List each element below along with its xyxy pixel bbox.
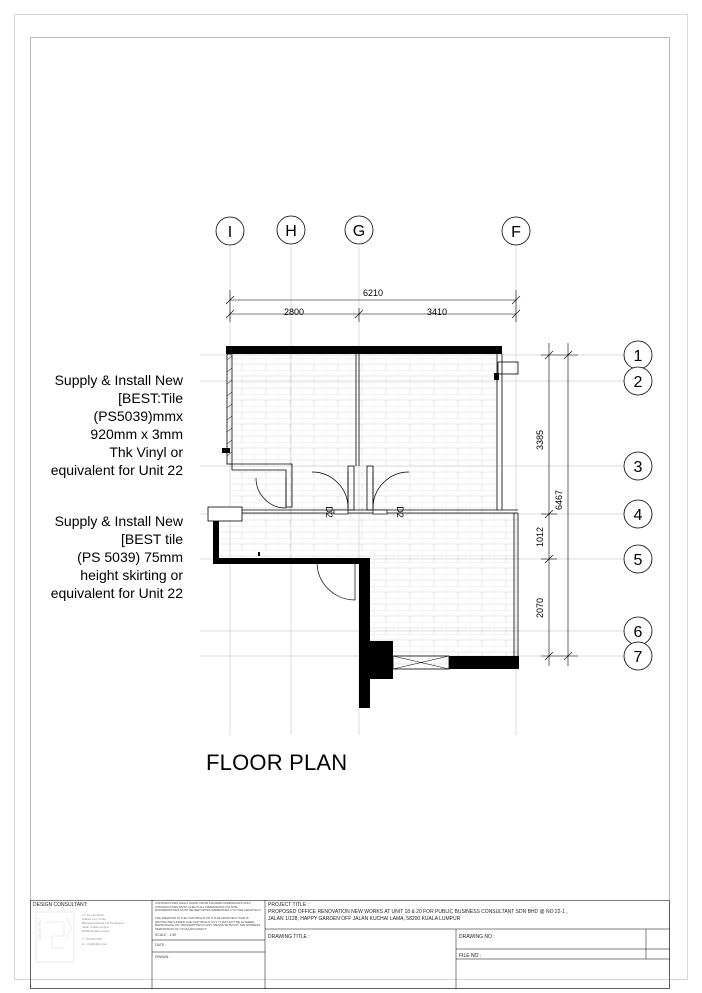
note-skirting: Supply & Install New [BEST tile (PS 5039) 75mm height skirting or equivalent for Unit 22 [50, 513, 183, 601]
project-address: JALAN 1/128, HAPPY GARDEN OFF JALAN KUCHAI LAMA, 58200 KUALA LUMPUR [268, 916, 461, 922]
firm-line: T : 03-000 000 [82, 937, 102, 941]
grid-bubble-4 [624, 500, 652, 528]
dim-seg-mid: 1012 [535, 526, 545, 548]
grid-label-I: I [227, 224, 233, 241]
firm-line: Bangunan Bursa 1st Penthouse [82, 921, 125, 925]
grid-label-6: 6 [633, 624, 643, 641]
dim-seg-bottom: 2070 [535, 597, 545, 619]
title-block [30, 900, 670, 989]
grid-bubble-7 [624, 642, 652, 670]
logo-text: ARCHITECT [37, 917, 42, 940]
firm-line: Jalan Kuala Lumpur [82, 925, 109, 929]
dim-seg-top: 3385 [535, 429, 545, 451]
design-consultant-label: DESIGN CONSULTANT: [33, 902, 88, 908]
grid-label-1: 1 [633, 348, 643, 365]
note-tile: Supply & Install New [BEST:Tile (PS5039)mmx 920mm x 3mm Thk Vinyl or equivalent for Unit 22 [50, 372, 183, 478]
file-no-label: FILE NO : [459, 953, 482, 959]
door-tag-right: D2 [395, 506, 405, 518]
project-title-label: PROJECT TITLE : [268, 902, 309, 908]
grid-label-7: 7 [633, 649, 643, 666]
door-tag-left: D2 [324, 506, 334, 518]
wall-post [494, 373, 499, 380]
grid-bubble-1 [624, 341, 652, 369]
drawn-label: DRAWN : [155, 955, 171, 959]
grid-bubble-2 [624, 367, 652, 395]
grid-label-5: 5 [633, 552, 643, 569]
firm-line: CT Lim Architect [82, 913, 104, 917]
firm-line: E : info@ctlim.com [82, 942, 108, 946]
grid-bubble-6 [624, 617, 652, 645]
skirting-marker [258, 552, 260, 556]
firm-line: 50450 Kuala Lumpur [82, 929, 110, 933]
grid-label-2: 2 [633, 374, 643, 391]
grid-bubble-5 [624, 545, 652, 573]
drawing-title-label: DRAWING TITLE : [268, 934, 310, 940]
grid-label-H: H [285, 223, 297, 240]
notice-dimensions: CONTRACTORS SHALL WORK FROM FIGURED DIMENSIONS ONLY. CONTRACTORS MUST CHECK ALL DIMENSIONS ON SITE. DISCREPANCIES MUST BE REPORTED IMMEDIATELY TO THE ARCHITECT. [155, 901, 262, 913]
grid-bubble-3 [624, 452, 652, 480]
wall-hatch [227, 356, 232, 456]
grid-bubble-I [216, 217, 244, 245]
column-block [208, 507, 242, 521]
dim-overall-width: 6210 [362, 288, 384, 298]
grid-label-3: 3 [633, 459, 643, 476]
drawing-title: FLOOR PLAN [206, 750, 348, 775]
dim-right-bay: 3410 [426, 307, 448, 317]
grid-label-F: F [511, 224, 521, 241]
grid-bubble-F [502, 217, 530, 245]
drawing-no-label: DRAWING NO : [459, 934, 495, 940]
grid-bubble-G [345, 216, 373, 244]
project-title: PROPOSED OFFICE RENOVATION NEW WORKS AT UNIT 18 & 20 FOR PUBLIC BUSINESS CONSULTANT SDN BHD @ NO 22-1 , [268, 909, 568, 915]
notice-copyright: THE DRAWING IS THE COPYRIGHT OF CTLIM ARCHITECT AND IS PROTECTED UNDER THE COPYRIGHT ACT. IT MAY NOT BE ALTERED, REPRODUCE OR TRANSMITTED IN ANY MEANS WITHOUT THE EXPRESS PERMISSION OF CTLIM ARCHITECT. [155, 916, 261, 931]
dim-left-bay: 2800 [283, 307, 305, 317]
grid-bubble-H [277, 216, 305, 244]
grid-label-4: 4 [633, 507, 643, 524]
date-label: DATE : [155, 943, 167, 947]
firm-line: Arkitek Lim Ci Hui [82, 917, 106, 921]
grid-label-G: G [352, 223, 366, 240]
dim-overall-depth: 6467 [554, 489, 564, 511]
scale-label: SCALE : 1:50 [155, 933, 177, 937]
